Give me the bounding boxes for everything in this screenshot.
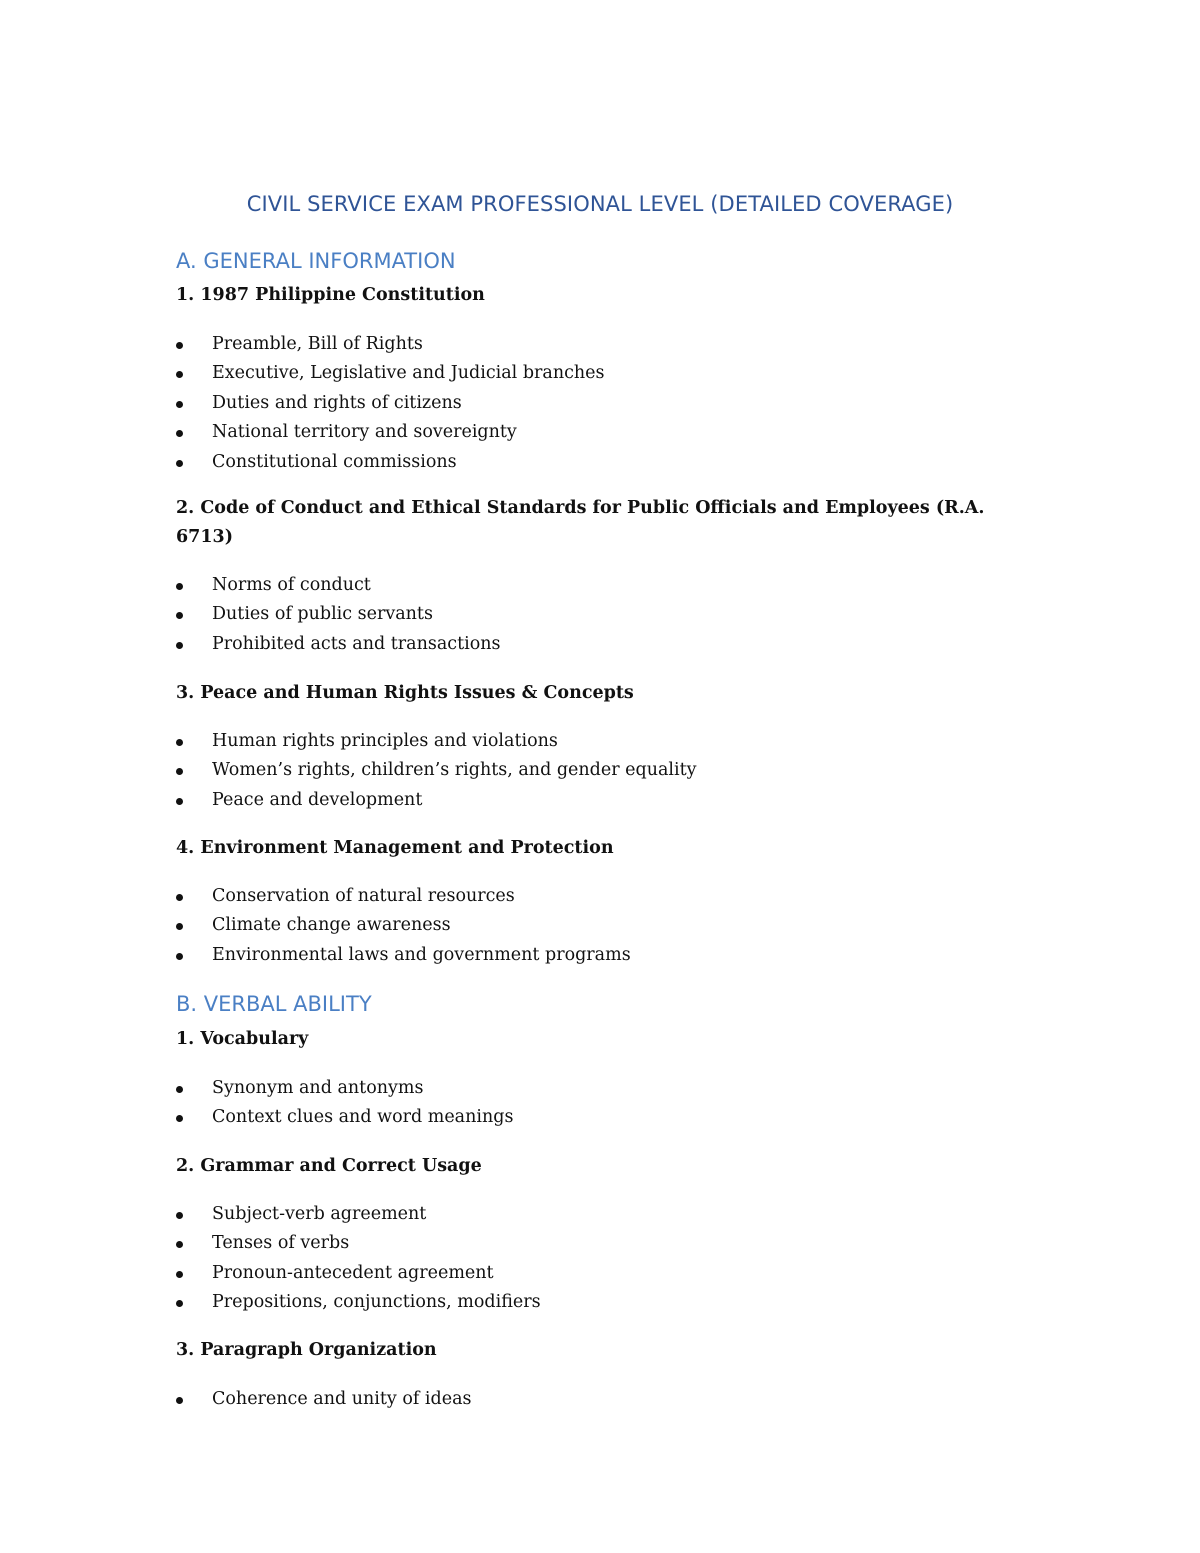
document-page: CIVIL SERVICE EXAM PROFESSIONAL LEVEL (DETAILED COVERAGE) A. GENERAL INFORMATION 1. 1987 Philippine Constitution Preamble, Bill of Rights Executive, Legislative and Judicial branches Duties and rights of citizens National territory and sovereignty Constitutional commissions 2. Code of Conduct and Ethical Standards for Public Officials and Employees (R.A. 6713) Norms of conduct Duties of public servants Prohibited acts and transactions 3. Peace and Human Rights Issues & Concepts Human rights principles and violations Women’s rights, children’s rights, and gender equality Peace and development 4. Environment Management and Protection Conservation of natural resources Climate change awareness Environmental laws and government programs B. VERBAL ABILITY 1. Vocabulary Synonym and antonyms Context clues and word meanings 2. Grammar and Correct Usage Subject-verb agreement Tenses of verbs Pronoun-antecedent agreement Prepositions, conjunctions, modifiers 3. Paragraph Organization Coherence and unity of ideas xyxy=(0,0,1200,1553)
bullet-icon xyxy=(176,642,183,649)
bullet-icon xyxy=(176,1271,183,1278)
bullet-icon xyxy=(176,923,183,930)
subheading-environment: 4. Environment Management and Protection xyxy=(176,838,614,858)
subheading-peace-human-rights: 3. Peace and Human Rights Issues & Concepts xyxy=(176,683,634,703)
bullet-icon xyxy=(176,1086,183,1093)
bullet-icon xyxy=(176,1241,183,1248)
bullet-icon xyxy=(176,583,183,590)
section-heading-general-information: A. GENERAL INFORMATION xyxy=(176,249,456,273)
bullet-icon xyxy=(176,612,183,619)
document-title: CIVIL SERVICE EXAM PROFESSIONAL LEVEL (DETAILED COVERAGE) xyxy=(246,192,954,216)
bullet-icon xyxy=(176,371,183,378)
bullet-icon xyxy=(176,342,183,349)
subheading-grammar: 2. Grammar and Correct Usage xyxy=(176,1156,482,1176)
subheading-vocabulary: 1. Vocabulary xyxy=(176,1029,309,1049)
bullet-icon xyxy=(176,768,183,775)
bullet-icon xyxy=(176,401,183,408)
bullet-icon xyxy=(176,798,183,805)
bullet-icon xyxy=(176,1300,183,1307)
bullet-icon xyxy=(176,739,183,746)
bullet-icon xyxy=(176,1397,183,1404)
bullet-icon xyxy=(176,953,183,960)
subheading-constitution: 1. 1987 Philippine Constitution xyxy=(176,285,485,305)
subheading-code-of-conduct: 2. Code of Conduct and Ethical Standards for Public Officials and Employees (R.A. 6713) xyxy=(176,498,985,547)
section-heading-verbal-ability: B. VERBAL ABILITY xyxy=(176,992,372,1016)
subheading-paragraph-organization: 3. Paragraph Organization xyxy=(176,1340,437,1360)
bullet-icon xyxy=(176,1115,183,1122)
bullet-icon xyxy=(176,460,183,467)
bullet-icon xyxy=(176,430,183,437)
bullet-icon xyxy=(176,1212,183,1219)
bullet-icon xyxy=(176,894,183,901)
